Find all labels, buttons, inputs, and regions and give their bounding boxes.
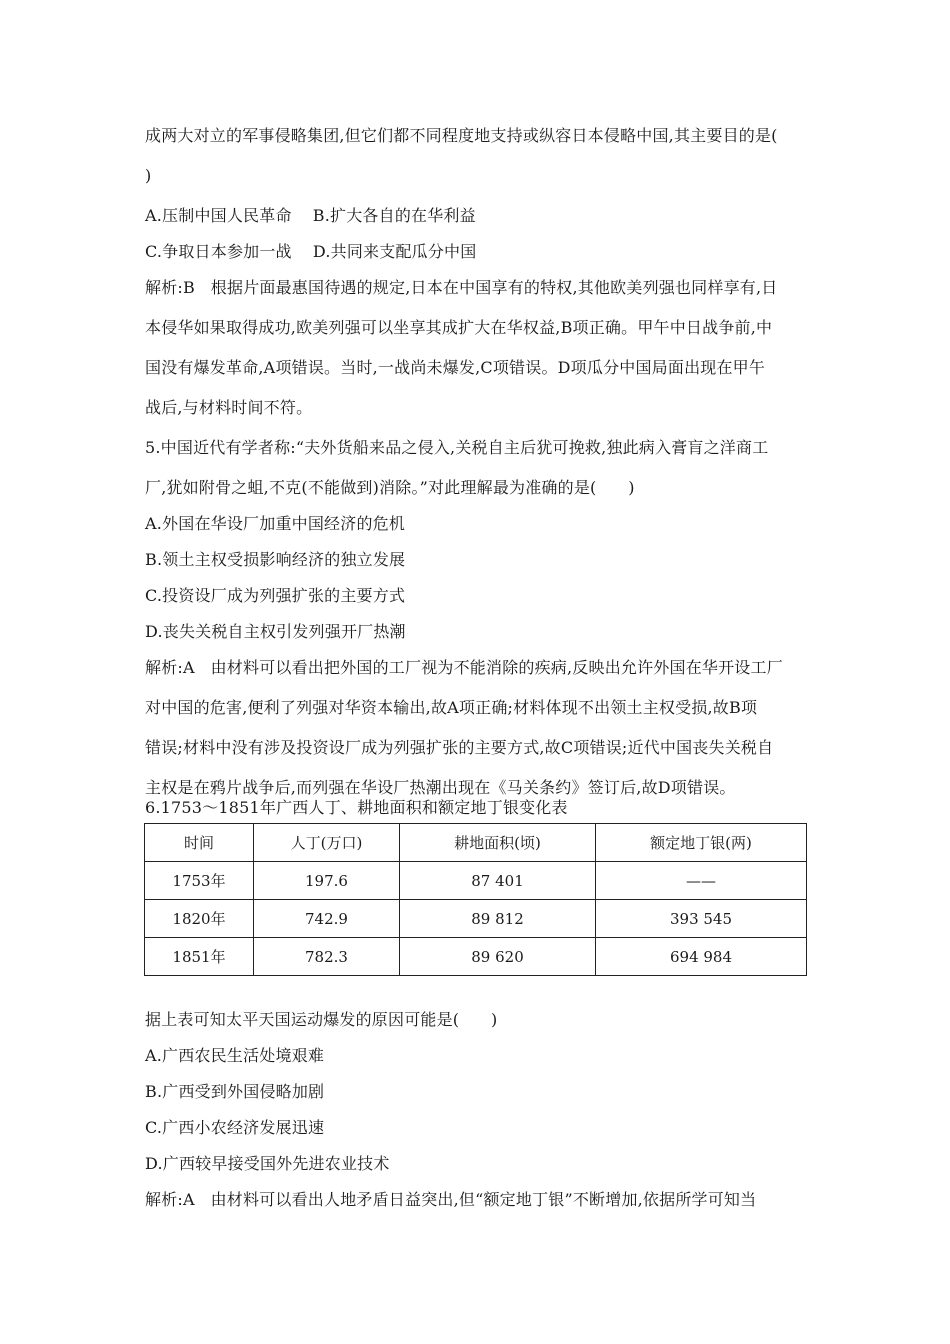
table-cell: 87 401 [400,862,596,900]
table-cell: 694 984 [596,938,807,976]
q5-stem-line: 5.中国近代有学者称:“夫外货船来品之侵入,关税自主后犹可挽救,独此病入膏肓之洋商工 [145,438,769,457]
table-cell: 89 812 [400,900,596,938]
q6-option-c: C.广西小农经济发展迅速 [145,1118,325,1137]
table-cell: 782.3 [254,938,400,976]
table-header-row [145,824,807,862]
table-row [145,900,807,938]
q5-stem-line: 厂,犹如附骨之蛆,不克(不能做到)消除。”对此理解最为准确的是( ) [145,478,635,497]
q6-analysis-line: 解析:A 由材料可以看出人地矛盾日益突出,但“额定地丁银”不断增加,依据所学可知当 [145,1190,757,1209]
q5-analysis-line: 主权是在鸦片战争后,而列强在华设厂热潮出现在《马关条约》签订后,故D项错误。 [145,778,736,797]
q5-option-c: C.投资设厂成为列强扩张的主要方式 [145,586,406,605]
table-cell: —— [596,862,807,900]
q6-stem: 据上表可知太平天国运动爆发的原因可能是( ) [145,1010,498,1029]
q5-option-a: A.外国在华设厂加重中国经济的危机 [145,514,406,533]
q5-analysis-line: 对中国的危害,便利了列强对华资本输出,故A项正确;材料体现不出领土主权受损,故B项 [145,698,758,717]
data-table [144,823,807,976]
q5-analysis-line: 解析:A 由材料可以看出把外国的工厂视为不能消除的疾病,反映出允许外国在华开设工厂 [145,658,783,677]
column-header: 人丁(万口) [254,824,400,862]
q6-title: 6.1753～1851年广西人丁、耕地面积和额定地丁银变化表 [145,798,568,817]
q6-option-a: A.广西农民生活处境艰难 [145,1046,325,1065]
q4-stem-line: ) [145,166,152,185]
q4-stem-line: 成两大对立的军事侵略集团,但它们都不同程度地支持或纵容日本侵略中国,其主要目的是( [145,126,778,145]
table-cell: 1851年 [145,938,254,976]
q4-options-row: C.争取日本参加一战 D.共同来支配瓜分中国 [145,242,477,261]
q4-options-row: A.压制中国人民革命 B.扩大各自的在华利益 [145,206,476,225]
column-header: 时间 [145,824,254,862]
table-cell: 742.9 [254,900,400,938]
q4-analysis-line: 战后,与材料时间不符。 [145,398,313,417]
table-row [145,938,807,976]
table-cell: 393 545 [596,900,807,938]
q4-analysis-line: 解析:B 根据片面最惠国待遇的规定,日本在中国享有的特权,其他欧美列强也同样享有,日 [145,278,778,297]
q6-option-b: B.广西受到外国侵略加剧 [145,1082,325,1101]
column-header: 耕地面积(顷) [400,824,596,862]
q6-option-d: D.广西较早接受国外先进农业技术 [145,1154,390,1173]
q4-analysis-line: 本侵华如果取得成功,欧美列强可以坐享其成扩大在华权益,B项正确。甲午中日战争前,中 [145,318,773,337]
table-cell: 1753年 [145,862,254,900]
q5-option-b: B.领土主权受损影响经济的独立发展 [145,550,406,569]
table-cell: 197.6 [254,862,400,900]
table-cell: 89 620 [400,938,596,976]
table-row [145,862,807,900]
q5-analysis-line: 错误;材料中没有涉及投资设厂成为列强扩张的主要方式,故C项错误;近代中国丧失关税自 [145,738,774,757]
table-cell: 1820年 [145,900,254,938]
q4-analysis-line: 国没有爆发革命,A项错误。当时,一战尚未爆发,C项错误。D项瓜分中国局面出现在甲午 [145,358,766,377]
column-header: 额定地丁银(两) [596,824,807,862]
q5-option-d: D.丧失关税自主权引发列强开厂热潮 [145,622,406,641]
